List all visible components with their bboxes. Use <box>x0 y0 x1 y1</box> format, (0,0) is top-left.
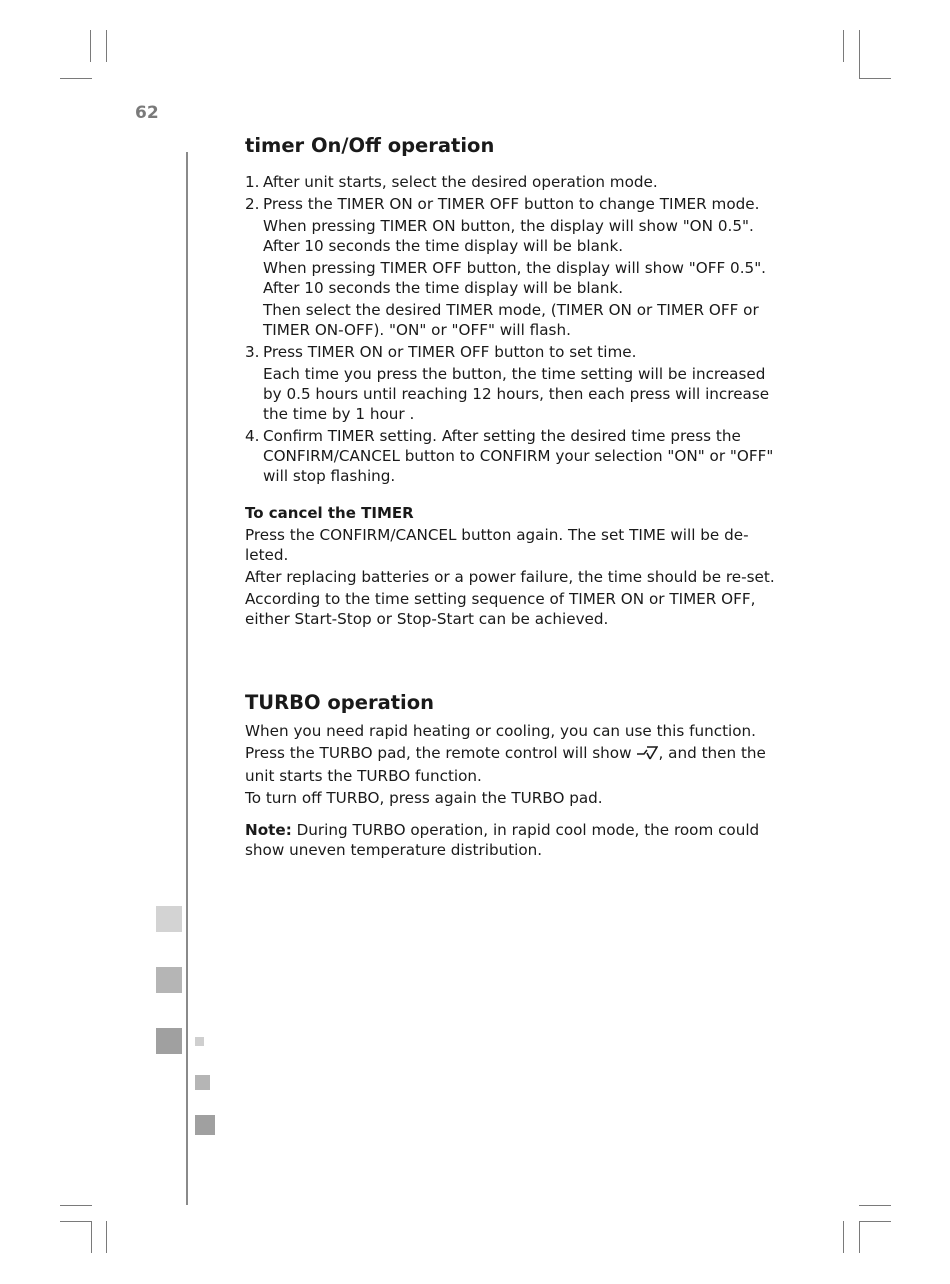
gray-square-dark <box>156 1028 182 1054</box>
step-text: Then select the desired TIMER mode, (TIMER ON or TIMER OFF or TIMER ON-OFF). "ON" or "OFF" will flash. <box>263 301 759 339</box>
crop-mark <box>106 30 107 62</box>
subheading-cancel-timer: To cancel the TIMER <box>245 504 414 522</box>
crop-mark <box>60 1221 92 1222</box>
paragraph: When you need rapid heating or cooling, you can use this function. <box>245 722 756 740</box>
note-text: During TURBO operation, in rapid cool mode, the room could show uneven temperature distribution. <box>245 821 760 859</box>
step-text: When pressing TIMER OFF button, the display will show "OFF 0.5". After 10 seconds the time display will be blank. <box>263 259 767 297</box>
step-text: Each time you press the button, the time setting will be increased by 0.5 hours until reaching 12 hours, then each press will increase the time by 1 hour . <box>263 365 770 423</box>
step-number: 4. <box>245 427 260 445</box>
text-run: Press the TURBO pad, the remote control will show <box>245 744 632 762</box>
section-heading-timer: timer On/Off operation <box>245 134 495 157</box>
step-text: When pressing TIMER ON button, the display will show "ON 0.5". After 10 seconds the time display will be blank. <box>263 217 754 255</box>
crop-mark <box>843 30 844 62</box>
step-number: 1. <box>245 173 260 191</box>
crop-mark <box>859 1205 891 1206</box>
paragraph: According to the time setting sequence of TIMER ON or TIMER OFF, either Start-Stop or Stop-Start can be achieved. <box>245 590 756 628</box>
step-item <box>245 172 785 192</box>
gray-square-small-dark <box>195 1115 215 1135</box>
crop-mark <box>843 1221 844 1253</box>
note-paragraph <box>245 820 785 860</box>
gray-square-small-mid <box>195 1075 210 1090</box>
step-item <box>245 426 785 486</box>
crop-mark <box>859 1221 860 1253</box>
gray-square-light <box>156 906 182 932</box>
note-label: Note: <box>245 821 292 839</box>
margin-rule <box>186 152 188 1205</box>
gray-square-mid <box>156 967 182 993</box>
paragraph: After replacing batteries or a power failure, the time should be re-set. <box>245 568 775 586</box>
crop-mark <box>60 1205 92 1206</box>
paragraph: Press the CONFIRM/CANCEL button again. The set TIME will be de-leted. <box>245 526 749 564</box>
step-number: 3. <box>245 343 260 361</box>
text-run: , and then the unit starts the TURBO function. <box>245 744 766 785</box>
main-content <box>245 133 785 860</box>
timer-steps <box>245 172 785 486</box>
paragraph: To turn off TURBO, press again the TURBO pad. <box>245 789 603 807</box>
step-text: Press TIMER ON or TIMER OFF button to set time. <box>263 343 637 361</box>
step-number: 2. <box>245 195 260 213</box>
step-text: After unit starts, select the desired operation mode. <box>263 173 658 191</box>
step-item <box>245 342 785 424</box>
paragraph-turbo-pad <box>245 743 785 786</box>
crop-mark <box>60 78 92 79</box>
crop-mark <box>90 30 91 62</box>
step-item <box>245 194 785 340</box>
gray-square-small-light <box>195 1037 204 1046</box>
section-heading-turbo: TURBO operation <box>245 691 435 714</box>
turbo-icon <box>636 745 658 766</box>
crop-mark <box>106 1221 107 1253</box>
step-text: Press the TIMER ON or TIMER OFF button to change TIMER mode. <box>263 195 760 213</box>
crop-mark <box>859 30 860 78</box>
step-text: Confirm TIMER setting. After setting the desired time press the CONFIRM/CANCEL button to CONFIRM your selection "ON" or "OFF" will stop flashing. <box>263 427 774 485</box>
crop-mark <box>859 1221 891 1222</box>
crop-mark <box>91 1221 92 1253</box>
page-number: 62 <box>135 103 159 123</box>
crop-mark <box>859 78 891 79</box>
